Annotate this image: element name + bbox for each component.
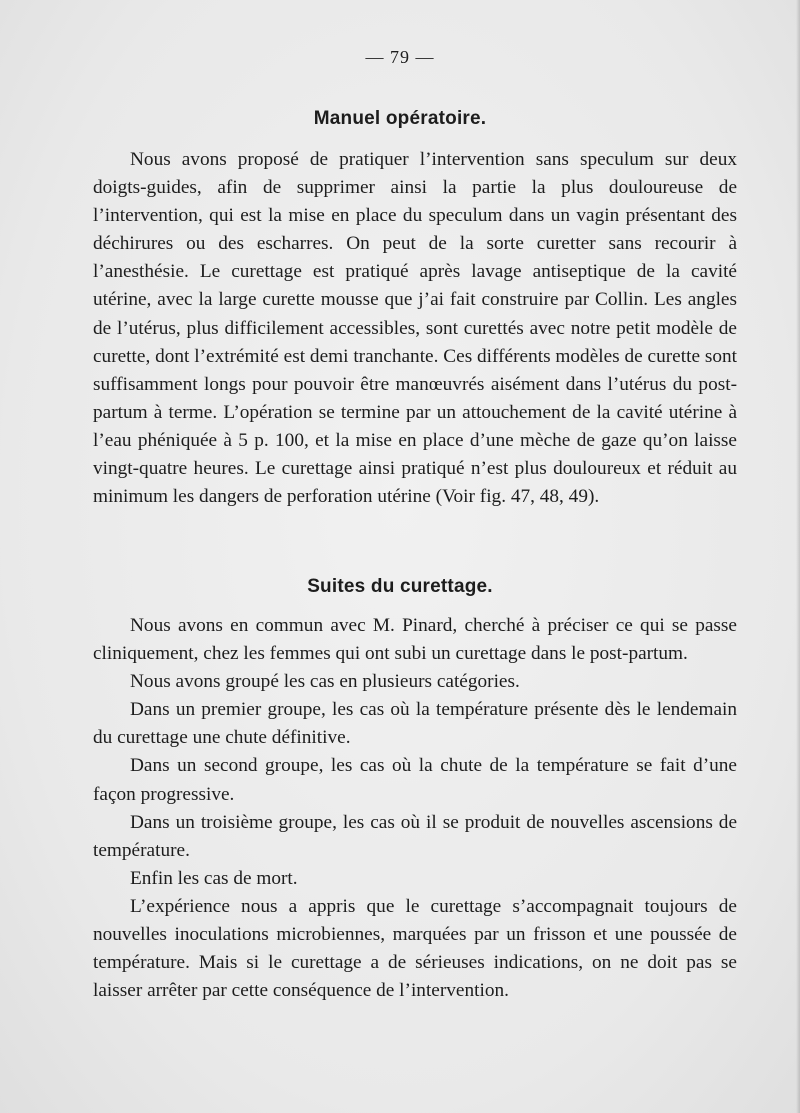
paragraph: L’expérience nous a appris que le curettage s’accompagnait toujours de nouvelles inoculations microbiennes, marquées par un frisson et une poussée de température. Mais si le curettage a de sérieuses indications, on ne doit pas se laisser arrêter par cette conséquence de l’intervention. [93,895,737,1002]
section-body-manuel-operatoire [93,146,737,511]
page-number: — 79 — [365,47,435,67]
paragraph: Dans un troisième groupe, les cas où il se produit de nouvelles ascensions de température. [93,811,737,861]
paragraph: Enfin les cas de mort. [130,867,298,889]
paragraph: Nous avons groupé les cas en plusieurs catégories. [130,671,520,693]
section-heading-manuel-operatoire: Manuel opératoire. [313,108,487,129]
page-edge-shadow [796,0,800,1113]
paragraph: Dans un second groupe, les cas où la chute de la température se fait d’une façon progressive. [93,755,737,805]
paragraph: Nous avons en commun avec M. Pinard, cherché à préciser ce qui se passe cliniquement, chez les femmes qui ont subi un curettage dans le post-partum. [93,615,737,665]
paragraph: Dans un premier groupe, les cas où la température présente dès le lendemain du curettage une chute définitive. [93,699,737,749]
section-heading-suites-du-curettage: Suites du curettage. [307,576,493,597]
section-body-suites-du-curettage [93,612,737,1005]
paragraph: Nous avons proposé de pratiquer l’intervention sans speculum sur deux doigts-guides, afin de supprimer ainsi la partie la plus douloureuse de l’intervention, qui est la mise en place du speculum dans un vagin présentant des déchirures ou des escharres. On peut de la sorte curetter sans recourir à l’anesthésie. Le curettage est pratiqué après lavage antiseptique de la cavité utérine, avec la large curette mousse que j’ai fait construire par Collin. Les angles de l’utérus, plus difficilement accessibles, sont curettés avec notre petit modèle de curette, dont l’extrémité est demi tranchante. Ces différents modèles de curette sont suffisamment longs pour pouvoir être manœuvrés aisément dans l’utérus du post-partum à terme. L’opération se termine par un attouchement de la cavité utérine à l’eau phéniquée à 5 p. 100, et la mise en place d’une mèche de gaze qu’on laisse vingt-quatre heures. Le curettage ainsi pratiqué n’est plus douloureux et réduit au minimum les dangers de perforation utérine (Voir fig. 47, 48, 49). [93,149,737,508]
